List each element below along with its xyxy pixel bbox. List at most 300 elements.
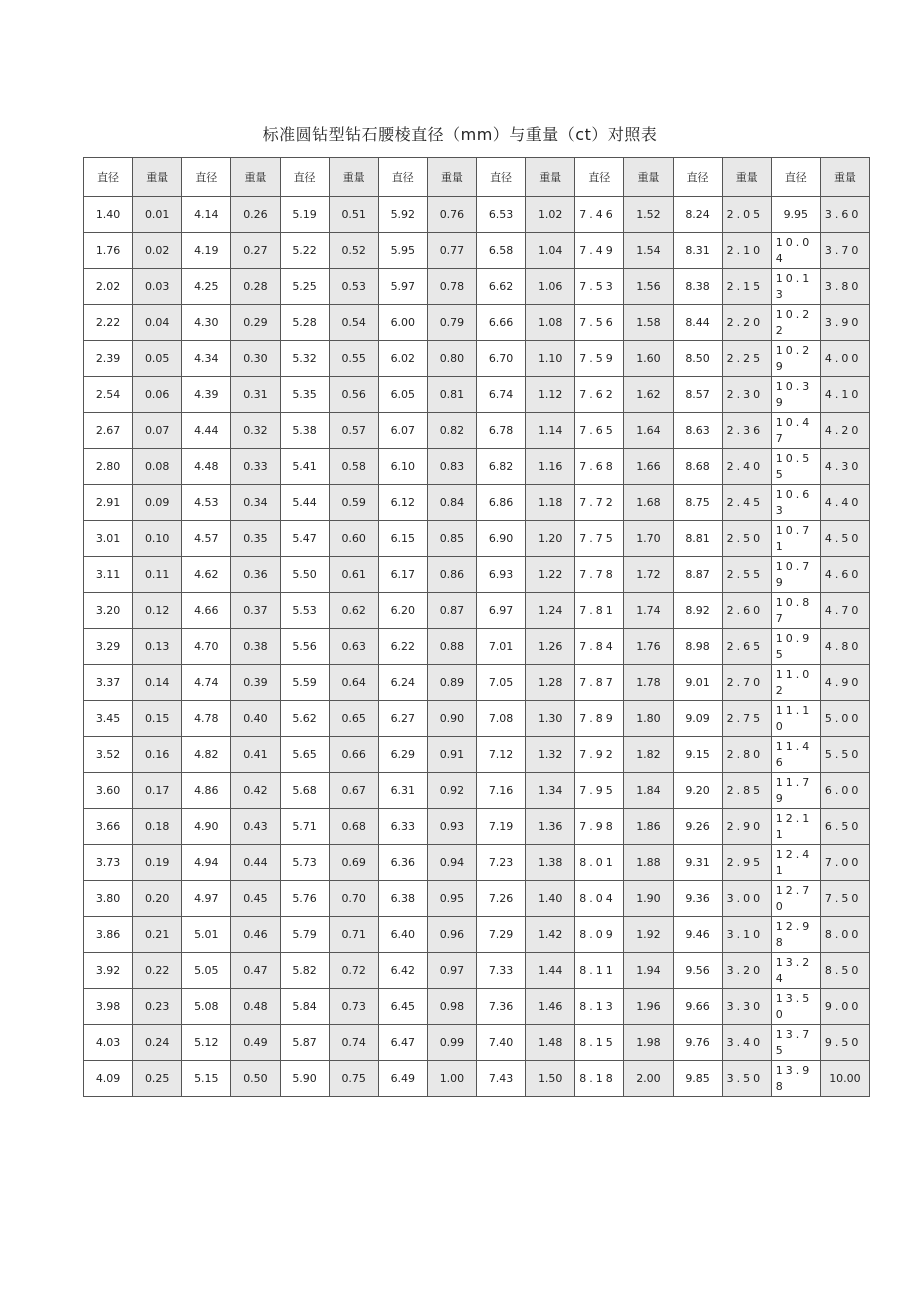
cell-diameter: 8.15 <box>575 1025 624 1061</box>
table-row <box>84 485 870 521</box>
cell-weight: 4.90 <box>820 665 869 701</box>
cell-weight: 1.54 <box>624 233 673 269</box>
cell-diameter: 8.24 <box>673 197 722 233</box>
cell-weight: 7.50 <box>820 881 869 917</box>
cell-diameter: 4.53 <box>182 485 231 521</box>
cell-weight: 0.78 <box>427 269 476 305</box>
cell-weight: 0.20 <box>133 881 182 917</box>
header-row <box>84 158 870 197</box>
cell-diameter: 5.01 <box>182 917 231 953</box>
cell-diameter: 4.70 <box>182 629 231 665</box>
cell-weight: 0.58 <box>329 449 378 485</box>
cell-diameter: 6.22 <box>378 629 427 665</box>
cell-diameter: 8.13 <box>575 989 624 1025</box>
cell-diameter: 13.24 <box>771 953 820 989</box>
cell-weight: 3.80 <box>820 269 869 305</box>
cell-diameter: 4.78 <box>182 701 231 737</box>
cell-diameter: 8.31 <box>673 233 722 269</box>
table-row <box>84 881 870 917</box>
cell-diameter: 7.26 <box>477 881 526 917</box>
cell-weight: 8.50 <box>820 953 869 989</box>
cell-weight: 0.46 <box>231 917 280 953</box>
cell-diameter: 6.74 <box>477 377 526 413</box>
cell-weight: 4.60 <box>820 557 869 593</box>
cell-diameter: 3.86 <box>84 917 133 953</box>
cell-weight: 0.19 <box>133 845 182 881</box>
cell-weight: 1.90 <box>624 881 673 917</box>
cell-diameter: 6.02 <box>378 341 427 377</box>
cell-diameter: 7.43 <box>477 1061 526 1097</box>
cell-weight: 0.25 <box>133 1061 182 1097</box>
cell-diameter: 7.01 <box>477 629 526 665</box>
cell-weight: 1.56 <box>624 269 673 305</box>
cell-diameter: 7.62 <box>575 377 624 413</box>
header-weight: 重量 <box>133 158 182 197</box>
cell-weight: 0.17 <box>133 773 182 809</box>
table-row <box>84 197 870 233</box>
cell-weight: 2.40 <box>722 449 771 485</box>
cell-diameter: 5.76 <box>280 881 329 917</box>
cell-diameter: 9.85 <box>673 1061 722 1097</box>
cell-diameter: 6.62 <box>477 269 526 305</box>
cell-diameter: 3.52 <box>84 737 133 773</box>
cell-weight: 0.48 <box>231 989 280 1025</box>
cell-weight: 0.90 <box>427 701 476 737</box>
cell-diameter: 8.63 <box>673 413 722 449</box>
cell-weight: 0.66 <box>329 737 378 773</box>
cell-diameter: 3.37 <box>84 665 133 701</box>
cell-weight: 0.04 <box>133 305 182 341</box>
cell-weight: 0.41 <box>231 737 280 773</box>
cell-diameter: 6.58 <box>477 233 526 269</box>
cell-diameter: 5.32 <box>280 341 329 377</box>
cell-diameter: 4.97 <box>182 881 231 917</box>
cell-diameter: 2.54 <box>84 377 133 413</box>
cell-diameter: 6.33 <box>378 809 427 845</box>
cell-weight: 3.50 <box>722 1061 771 1097</box>
cell-weight: 4.30 <box>820 449 869 485</box>
table-row <box>84 521 870 557</box>
cell-weight: 6.50 <box>820 809 869 845</box>
cell-diameter: 10.71 <box>771 521 820 557</box>
cell-diameter: 7.40 <box>477 1025 526 1061</box>
cell-weight: 0.99 <box>427 1025 476 1061</box>
cell-diameter: 10.22 <box>771 305 820 341</box>
cell-diameter: 8.68 <box>673 449 722 485</box>
cell-diameter: 6.20 <box>378 593 427 629</box>
cell-diameter: 2.39 <box>84 341 133 377</box>
cell-weight: 0.18 <box>133 809 182 845</box>
cell-diameter: 6.53 <box>477 197 526 233</box>
cell-weight: 0.71 <box>329 917 378 953</box>
cell-diameter: 5.79 <box>280 917 329 953</box>
cell-weight: 2.30 <box>722 377 771 413</box>
cell-weight: 0.96 <box>427 917 476 953</box>
cell-diameter: 4.48 <box>182 449 231 485</box>
cell-diameter: 9.09 <box>673 701 722 737</box>
cell-diameter: 8.81 <box>673 521 722 557</box>
cell-diameter: 6.38 <box>378 881 427 917</box>
cell-diameter: 6.27 <box>378 701 427 737</box>
cell-weight: 0.14 <box>133 665 182 701</box>
cell-weight: 0.01 <box>133 197 182 233</box>
cell-weight: 1.10 <box>526 341 575 377</box>
cell-weight: 1.70 <box>624 521 673 557</box>
cell-diameter: 7.33 <box>477 953 526 989</box>
cell-weight: 4.20 <box>820 413 869 449</box>
cell-diameter: 8.04 <box>575 881 624 917</box>
cell-weight: 9.50 <box>820 1025 869 1061</box>
cell-weight: 1.08 <box>526 305 575 341</box>
cell-weight: 3.20 <box>722 953 771 989</box>
cell-weight: 0.53 <box>329 269 378 305</box>
cell-weight: 1.72 <box>624 557 673 593</box>
cell-diameter: 9.01 <box>673 665 722 701</box>
table-row <box>84 917 870 953</box>
cell-diameter: 7.23 <box>477 845 526 881</box>
cell-weight: 0.06 <box>133 377 182 413</box>
cell-diameter: 11.10 <box>771 701 820 737</box>
cell-diameter: 7.65 <box>575 413 624 449</box>
cell-diameter: 5.65 <box>280 737 329 773</box>
cell-weight: 0.32 <box>231 413 280 449</box>
table-row <box>84 845 870 881</box>
cell-weight: 0.08 <box>133 449 182 485</box>
cell-weight: 0.09 <box>133 485 182 521</box>
cell-weight: 0.61 <box>329 557 378 593</box>
cell-diameter: 10.29 <box>771 341 820 377</box>
cell-diameter: 5.92 <box>378 197 427 233</box>
cell-weight: 0.92 <box>427 773 476 809</box>
cell-weight: 0.42 <box>231 773 280 809</box>
cell-diameter: 5.05 <box>182 953 231 989</box>
cell-weight: 0.86 <box>427 557 476 593</box>
cell-weight: 0.03 <box>133 269 182 305</box>
table-row <box>84 737 870 773</box>
cell-weight: 1.28 <box>526 665 575 701</box>
cell-diameter: 4.94 <box>182 845 231 881</box>
cell-diameter: 5.28 <box>280 305 329 341</box>
table-row <box>84 557 870 593</box>
cell-diameter: 5.15 <box>182 1061 231 1097</box>
cell-weight: 0.33 <box>231 449 280 485</box>
cell-weight: 0.12 <box>133 593 182 629</box>
header-diameter: 直径 <box>575 158 624 197</box>
cell-weight: 5.00 <box>820 701 869 737</box>
cell-weight: 2.55 <box>722 557 771 593</box>
cell-diameter: 13.98 <box>771 1061 820 1097</box>
table-row <box>84 989 870 1025</box>
table-row <box>84 233 870 269</box>
cell-weight: 0.45 <box>231 881 280 917</box>
cell-weight: 0.87 <box>427 593 476 629</box>
cell-weight: 0.81 <box>427 377 476 413</box>
cell-diameter: 5.50 <box>280 557 329 593</box>
cell-diameter: 9.76 <box>673 1025 722 1061</box>
cell-diameter: 1.40 <box>84 197 133 233</box>
cell-weight: 2.36 <box>722 413 771 449</box>
cell-weight: 3.70 <box>820 233 869 269</box>
cell-diameter: 13.50 <box>771 989 820 1025</box>
cell-diameter: 5.25 <box>280 269 329 305</box>
cell-weight: 0.70 <box>329 881 378 917</box>
header-weight: 重量 <box>526 158 575 197</box>
cell-weight: 0.47 <box>231 953 280 989</box>
cell-diameter: 10.55 <box>771 449 820 485</box>
table-row <box>84 629 870 665</box>
cell-weight: 1.96 <box>624 989 673 1025</box>
cell-weight: 0.79 <box>427 305 476 341</box>
cell-diameter: 10.95 <box>771 629 820 665</box>
cell-diameter: 13.75 <box>771 1025 820 1061</box>
cell-diameter: 9.31 <box>673 845 722 881</box>
table-row <box>84 1061 870 1097</box>
cell-weight: 0.63 <box>329 629 378 665</box>
cell-weight: 1.20 <box>526 521 575 557</box>
cell-weight: 0.97 <box>427 953 476 989</box>
cell-diameter: 3.01 <box>84 521 133 557</box>
cell-weight: 0.85 <box>427 521 476 557</box>
cell-weight: 1.22 <box>526 557 575 593</box>
cell-diameter: 8.92 <box>673 593 722 629</box>
cell-diameter: 7.75 <box>575 521 624 557</box>
table-row <box>84 341 870 377</box>
cell-weight: 1.74 <box>624 593 673 629</box>
cell-diameter: 8.75 <box>673 485 722 521</box>
cell-diameter: 6.66 <box>477 305 526 341</box>
cell-weight: 1.06 <box>526 269 575 305</box>
cell-diameter: 4.44 <box>182 413 231 449</box>
table-row <box>84 953 870 989</box>
cell-diameter: 7.46 <box>575 197 624 233</box>
cell-weight: 0.88 <box>427 629 476 665</box>
cell-diameter: 6.05 <box>378 377 427 413</box>
cell-diameter: 4.66 <box>182 593 231 629</box>
cell-weight: 1.12 <box>526 377 575 413</box>
cell-weight: 0.26 <box>231 197 280 233</box>
cell-weight: 10.00 <box>820 1061 869 1097</box>
cell-diameter: 5.22 <box>280 233 329 269</box>
cell-weight: 7.00 <box>820 845 869 881</box>
cell-diameter: 3.29 <box>84 629 133 665</box>
cell-weight: 0.37 <box>231 593 280 629</box>
cell-diameter: 7.19 <box>477 809 526 845</box>
cell-weight: 1.52 <box>624 197 673 233</box>
header-weight: 重量 <box>231 158 280 197</box>
cell-diameter: 5.35 <box>280 377 329 413</box>
table-row <box>84 665 870 701</box>
cell-diameter: 4.57 <box>182 521 231 557</box>
table-row <box>84 773 870 809</box>
cell-diameter: 6.31 <box>378 773 427 809</box>
cell-weight: 2.50 <box>722 521 771 557</box>
cell-diameter: 3.98 <box>84 989 133 1025</box>
cell-weight: 2.60 <box>722 593 771 629</box>
cell-weight: 0.23 <box>133 989 182 1025</box>
cell-diameter: 8.01 <box>575 845 624 881</box>
cell-weight: 1.94 <box>624 953 673 989</box>
cell-weight: 2.20 <box>722 305 771 341</box>
cell-diameter: 9.15 <box>673 737 722 773</box>
cell-weight: 1.30 <box>526 701 575 737</box>
cell-weight: 4.00 <box>820 341 869 377</box>
cell-weight: 1.92 <box>624 917 673 953</box>
cell-diameter: 3.11 <box>84 557 133 593</box>
cell-diameter: 6.97 <box>477 593 526 629</box>
cell-weight: 1.60 <box>624 341 673 377</box>
cell-weight: 0.82 <box>427 413 476 449</box>
cell-weight: 0.89 <box>427 665 476 701</box>
cell-weight: 3.10 <box>722 917 771 953</box>
cell-weight: 4.40 <box>820 485 869 521</box>
cell-weight: 1.50 <box>526 1061 575 1097</box>
cell-diameter: 12.11 <box>771 809 820 845</box>
cell-weight: 0.77 <box>427 233 476 269</box>
cell-weight: 0.74 <box>329 1025 378 1061</box>
cell-diameter: 8.98 <box>673 629 722 665</box>
cell-weight: 0.55 <box>329 341 378 377</box>
cell-diameter: 9.26 <box>673 809 722 845</box>
cell-diameter: 5.84 <box>280 989 329 1025</box>
cell-weight: 0.57 <box>329 413 378 449</box>
cell-diameter: 7.87 <box>575 665 624 701</box>
cell-weight: 1.02 <box>526 197 575 233</box>
cell-diameter: 5.47 <box>280 521 329 557</box>
cell-weight: 1.86 <box>624 809 673 845</box>
cell-diameter: 10.79 <box>771 557 820 593</box>
cell-diameter: 6.49 <box>378 1061 427 1097</box>
cell-diameter: 9.66 <box>673 989 722 1025</box>
cell-diameter: 7.29 <box>477 917 526 953</box>
cell-diameter: 2.02 <box>84 269 133 305</box>
cell-diameter: 10.04 <box>771 233 820 269</box>
header-diameter: 直径 <box>673 158 722 197</box>
cell-diameter: 6.90 <box>477 521 526 557</box>
cell-diameter: 7.98 <box>575 809 624 845</box>
cell-weight: 2.75 <box>722 701 771 737</box>
cell-weight: 2.00 <box>624 1061 673 1097</box>
cell-weight: 2.90 <box>722 809 771 845</box>
cell-weight: 1.34 <box>526 773 575 809</box>
cell-diameter: 7.56 <box>575 305 624 341</box>
cell-diameter: 4.09 <box>84 1061 133 1097</box>
cell-diameter: 7.16 <box>477 773 526 809</box>
cell-diameter: 4.25 <box>182 269 231 305</box>
cell-weight: 1.66 <box>624 449 673 485</box>
cell-weight: 0.64 <box>329 665 378 701</box>
cell-diameter: 4.03 <box>84 1025 133 1061</box>
cell-diameter: 10.87 <box>771 593 820 629</box>
cell-weight: 0.50 <box>231 1061 280 1097</box>
cell-weight: 4.10 <box>820 377 869 413</box>
cell-diameter: 4.30 <box>182 305 231 341</box>
cell-weight: 0.10 <box>133 521 182 557</box>
header-diameter: 直径 <box>477 158 526 197</box>
header-weight: 重量 <box>820 158 869 197</box>
cell-diameter: 6.86 <box>477 485 526 521</box>
cell-diameter: 4.34 <box>182 341 231 377</box>
cell-weight: 0.76 <box>427 197 476 233</box>
cell-diameter: 8.11 <box>575 953 624 989</box>
cell-diameter: 11.02 <box>771 665 820 701</box>
cell-weight: 4.80 <box>820 629 869 665</box>
cell-weight: 0.24 <box>133 1025 182 1061</box>
cell-weight: 2.85 <box>722 773 771 809</box>
cell-diameter: 10.47 <box>771 413 820 449</box>
cell-weight: 0.52 <box>329 233 378 269</box>
cell-weight: 0.95 <box>427 881 476 917</box>
cell-diameter: 3.20 <box>84 593 133 629</box>
cell-diameter: 4.19 <box>182 233 231 269</box>
cell-diameter: 7.95 <box>575 773 624 809</box>
cell-diameter: 4.39 <box>182 377 231 413</box>
cell-weight: 1.26 <box>526 629 575 665</box>
cell-diameter: 5.44 <box>280 485 329 521</box>
header-diameter: 直径 <box>771 158 820 197</box>
cell-weight: 0.02 <box>133 233 182 269</box>
cell-weight: 0.62 <box>329 593 378 629</box>
cell-weight: 3.60 <box>820 197 869 233</box>
cell-diameter: 9.36 <box>673 881 722 917</box>
cell-weight: 0.51 <box>329 197 378 233</box>
cell-weight: 1.42 <box>526 917 575 953</box>
cell-diameter: 6.45 <box>378 989 427 1025</box>
cell-weight: 0.27 <box>231 233 280 269</box>
cell-diameter: 7.49 <box>575 233 624 269</box>
cell-diameter: 5.19 <box>280 197 329 233</box>
cell-diameter: 5.95 <box>378 233 427 269</box>
cell-diameter: 3.73 <box>84 845 133 881</box>
cell-diameter: 10.39 <box>771 377 820 413</box>
cell-diameter: 4.74 <box>182 665 231 701</box>
cell-diameter: 12.41 <box>771 845 820 881</box>
cell-weight: 0.05 <box>133 341 182 377</box>
cell-diameter: 3.80 <box>84 881 133 917</box>
table-row <box>84 593 870 629</box>
cell-diameter: 6.10 <box>378 449 427 485</box>
cell-weight: 1.18 <box>526 485 575 521</box>
cell-weight: 1.00 <box>427 1061 476 1097</box>
cell-diameter: 5.08 <box>182 989 231 1025</box>
cell-weight: 1.98 <box>624 1025 673 1061</box>
cell-weight: 3.40 <box>722 1025 771 1061</box>
cell-diameter: 12.98 <box>771 917 820 953</box>
cell-weight: 0.69 <box>329 845 378 881</box>
cell-diameter: 6.42 <box>378 953 427 989</box>
cell-diameter: 4.14 <box>182 197 231 233</box>
cell-weight: 0.91 <box>427 737 476 773</box>
cell-diameter: 7.84 <box>575 629 624 665</box>
cell-diameter: 5.71 <box>280 809 329 845</box>
cell-weight: 1.36 <box>526 809 575 845</box>
cell-diameter: 6.12 <box>378 485 427 521</box>
header-diameter: 直径 <box>84 158 133 197</box>
cell-diameter: 9.20 <box>673 773 722 809</box>
cell-weight: 4.50 <box>820 521 869 557</box>
cell-weight: 0.13 <box>133 629 182 665</box>
cell-weight: 0.94 <box>427 845 476 881</box>
cell-weight: 0.38 <box>231 629 280 665</box>
cell-weight: 3.30 <box>722 989 771 1025</box>
cell-diameter: 11.79 <box>771 773 820 809</box>
cell-diameter: 9.95 <box>771 197 820 233</box>
cell-weight: 0.93 <box>427 809 476 845</box>
cell-weight: 1.58 <box>624 305 673 341</box>
cell-diameter: 8.57 <box>673 377 722 413</box>
cell-diameter: 7.72 <box>575 485 624 521</box>
cell-weight: 0.29 <box>231 305 280 341</box>
cell-diameter: 7.08 <box>477 701 526 737</box>
